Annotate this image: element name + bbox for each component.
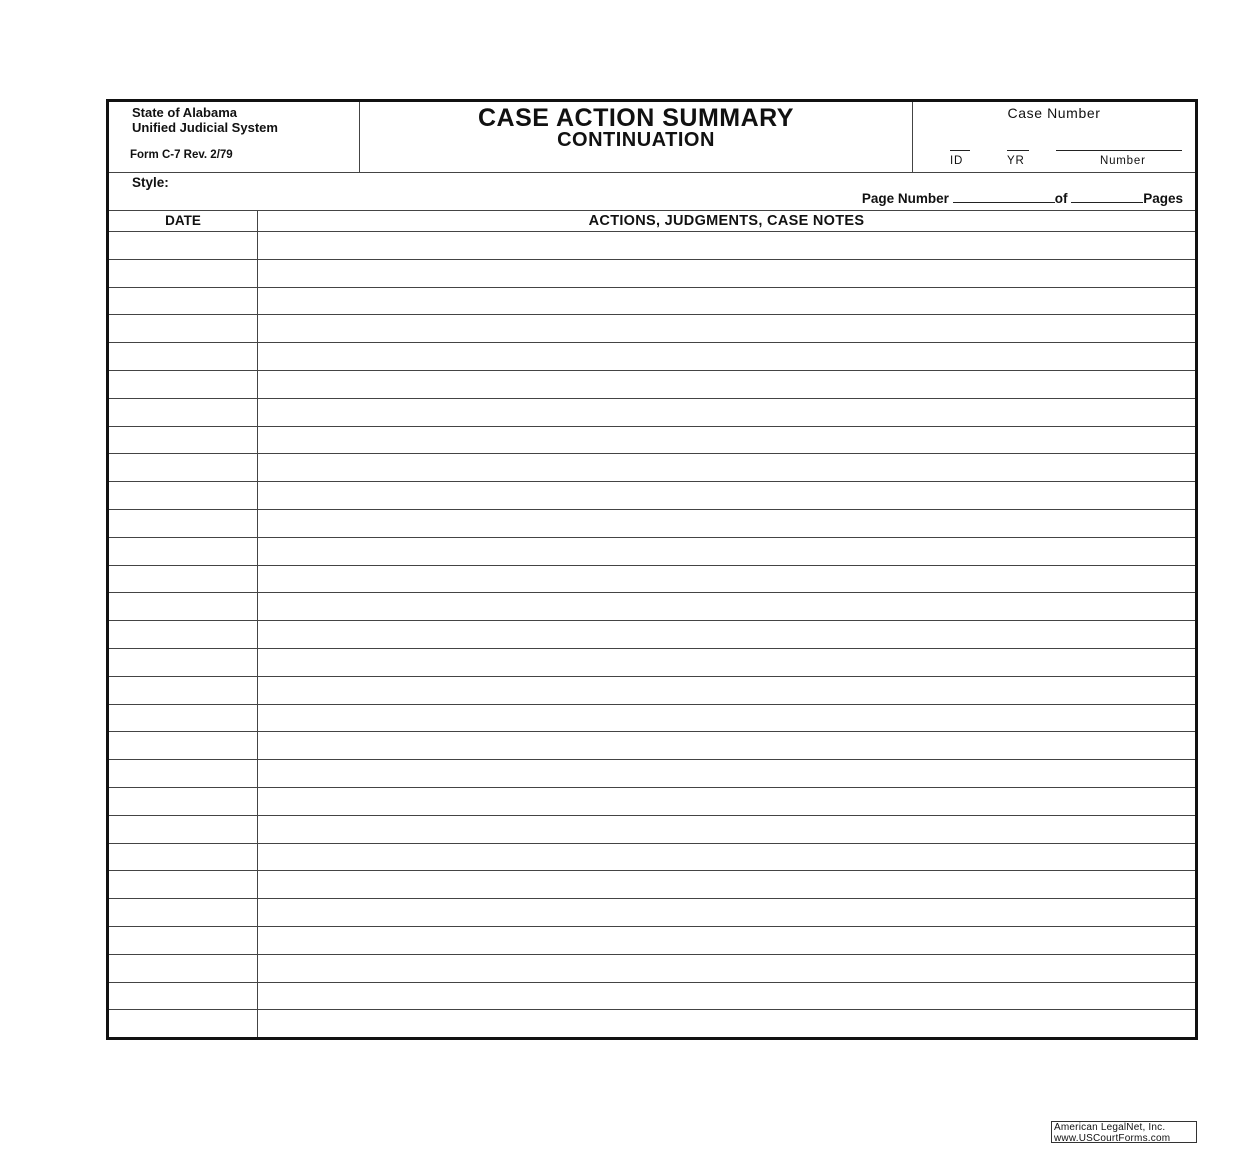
- form-title: CASE ACTION SUMMARY: [478, 104, 794, 132]
- form-header: [109, 102, 1195, 173]
- notes-cell[interactable]: [258, 677, 1195, 704]
- notes-cell[interactable]: [258, 649, 1195, 676]
- notes-cell[interactable]: [258, 538, 1195, 565]
- form-number: Form C-7 Rev. 2/79: [130, 149, 233, 161]
- date-cell[interactable]: [109, 427, 258, 454]
- notes-cell[interactable]: [258, 1010, 1195, 1037]
- table-body: [109, 232, 1195, 1037]
- table-row: [109, 454, 1195, 482]
- date-cell[interactable]: [109, 288, 258, 315]
- date-cell[interactable]: [109, 1010, 258, 1037]
- table-row: [109, 788, 1195, 816]
- table-row: [109, 705, 1195, 733]
- date-cell[interactable]: [109, 788, 258, 815]
- date-cell[interactable]: [109, 871, 258, 898]
- date-cell[interactable]: [109, 566, 258, 593]
- date-cell[interactable]: [109, 899, 258, 926]
- issuer-text: [132, 105, 278, 135]
- table-row: [109, 1010, 1195, 1037]
- notes-cell[interactable]: [258, 844, 1195, 871]
- table-row: [109, 538, 1195, 566]
- table-row: [109, 983, 1195, 1011]
- table-row: [109, 621, 1195, 649]
- table-row: [109, 566, 1195, 594]
- date-cell[interactable]: [109, 649, 258, 676]
- case-year-label: YR: [1007, 155, 1025, 167]
- date-cell[interactable]: [109, 816, 258, 843]
- total-pages-field[interactable]: [1071, 191, 1143, 203]
- table-row: [109, 677, 1195, 705]
- notes-cell[interactable]: [258, 399, 1195, 426]
- table-row: [109, 427, 1195, 455]
- page-number-field[interactable]: [953, 191, 1055, 203]
- table-row: [109, 927, 1195, 955]
- issuer-block: [109, 102, 360, 172]
- publisher-website: www.USCourtForms.com: [1054, 1132, 1171, 1144]
- table-row: [109, 760, 1195, 788]
- table-row: [109, 482, 1195, 510]
- case-number-field[interactable]: [1056, 150, 1182, 151]
- notes-cell[interactable]: [258, 927, 1195, 954]
- case-id-label: ID: [950, 155, 964, 167]
- of-label: of: [1054, 191, 1068, 206]
- table-row: [109, 399, 1195, 427]
- publisher-name: American LegalNet, Inc.: [1054, 1122, 1166, 1133]
- table-header: [109, 211, 1195, 232]
- table-row: [109, 816, 1195, 844]
- notes-cell[interactable]: [258, 427, 1195, 454]
- notes-cell[interactable]: [258, 955, 1195, 982]
- table-row: [109, 232, 1195, 260]
- notes-cell[interactable]: [258, 260, 1195, 287]
- case-number-sublabel: Number: [1100, 155, 1146, 167]
- notes-cell[interactable]: [258, 871, 1195, 898]
- table-row: [109, 510, 1195, 538]
- case-number-label: Case Number: [1007, 105, 1101, 121]
- notes-cell[interactable]: [258, 482, 1195, 509]
- date-cell[interactable]: [109, 232, 258, 259]
- page-number-line: [862, 191, 1183, 206]
- table-row: [109, 260, 1195, 288]
- publisher-badge: [1051, 1121, 1197, 1143]
- table-row: [109, 593, 1195, 621]
- notes-cell[interactable]: [258, 760, 1195, 787]
- column-header-notes: ACTIONS, JUDGMENTS, CASE NOTES: [588, 213, 865, 229]
- style-row: [109, 173, 1195, 211]
- notes-cell[interactable]: [258, 454, 1195, 481]
- notes-cell[interactable]: [258, 510, 1195, 537]
- notes-cell[interactable]: [258, 788, 1195, 815]
- judicial-system-name: Unified Judicial System: [132, 120, 278, 135]
- notes-cell[interactable]: [258, 705, 1195, 732]
- form-subtitle: CONTINUATION: [557, 129, 715, 151]
- date-cell[interactable]: [109, 510, 258, 537]
- date-cell[interactable]: [109, 621, 258, 648]
- date-cell[interactable]: [109, 343, 258, 370]
- notes-cell[interactable]: [258, 288, 1195, 315]
- date-cell[interactable]: [109, 593, 258, 620]
- table-row: [109, 844, 1195, 872]
- date-cell[interactable]: [109, 482, 258, 509]
- case-year-field[interactable]: [1007, 150, 1029, 151]
- date-cell[interactable]: [109, 927, 258, 954]
- pages-label: Pages: [1143, 191, 1183, 206]
- date-cell[interactable]: [109, 760, 258, 787]
- notes-cell[interactable]: [258, 566, 1195, 593]
- date-cell[interactable]: [109, 677, 258, 704]
- date-cell[interactable]: [109, 315, 258, 342]
- page-number-label: Page Number: [861, 191, 949, 206]
- table-row: [109, 343, 1195, 371]
- date-cell[interactable]: [109, 454, 258, 481]
- style-label: Style:: [132, 175, 169, 190]
- date-cell[interactable]: [109, 260, 258, 287]
- date-cell[interactable]: [109, 538, 258, 565]
- notes-cell[interactable]: [258, 232, 1195, 259]
- notes-cell[interactable]: [258, 343, 1195, 370]
- notes-cell[interactable]: [258, 816, 1195, 843]
- date-cell[interactable]: [109, 844, 258, 871]
- notes-cell[interactable]: [258, 593, 1195, 620]
- notes-cell[interactable]: [258, 732, 1195, 759]
- notes-cell[interactable]: [258, 621, 1195, 648]
- table-row: [109, 315, 1195, 343]
- table-row: [109, 371, 1195, 399]
- date-cell[interactable]: [109, 983, 258, 1010]
- state-name: State of Alabama: [132, 105, 237, 120]
- case-action-summary-form: [106, 99, 1198, 1040]
- notes-cell[interactable]: [258, 899, 1195, 926]
- date-cell[interactable]: [109, 399, 258, 426]
- column-header-date: DATE: [109, 211, 258, 231]
- case-number-block: [913, 102, 1195, 172]
- notes-cell[interactable]: [258, 983, 1195, 1010]
- table-row: [109, 288, 1195, 316]
- table-row: [109, 871, 1195, 899]
- table-row: [109, 899, 1195, 927]
- date-cell[interactable]: [109, 705, 258, 732]
- notes-cell[interactable]: [258, 315, 1195, 342]
- table-row: [109, 955, 1195, 983]
- table-row: [109, 732, 1195, 760]
- date-cell[interactable]: [109, 371, 258, 398]
- date-cell[interactable]: [109, 732, 258, 759]
- table-row: [109, 649, 1195, 677]
- actions-table: [109, 211, 1195, 1037]
- title-block: [360, 102, 913, 172]
- case-id-field[interactable]: [950, 150, 970, 151]
- notes-cell[interactable]: [258, 371, 1195, 398]
- date-cell[interactable]: [109, 955, 258, 982]
